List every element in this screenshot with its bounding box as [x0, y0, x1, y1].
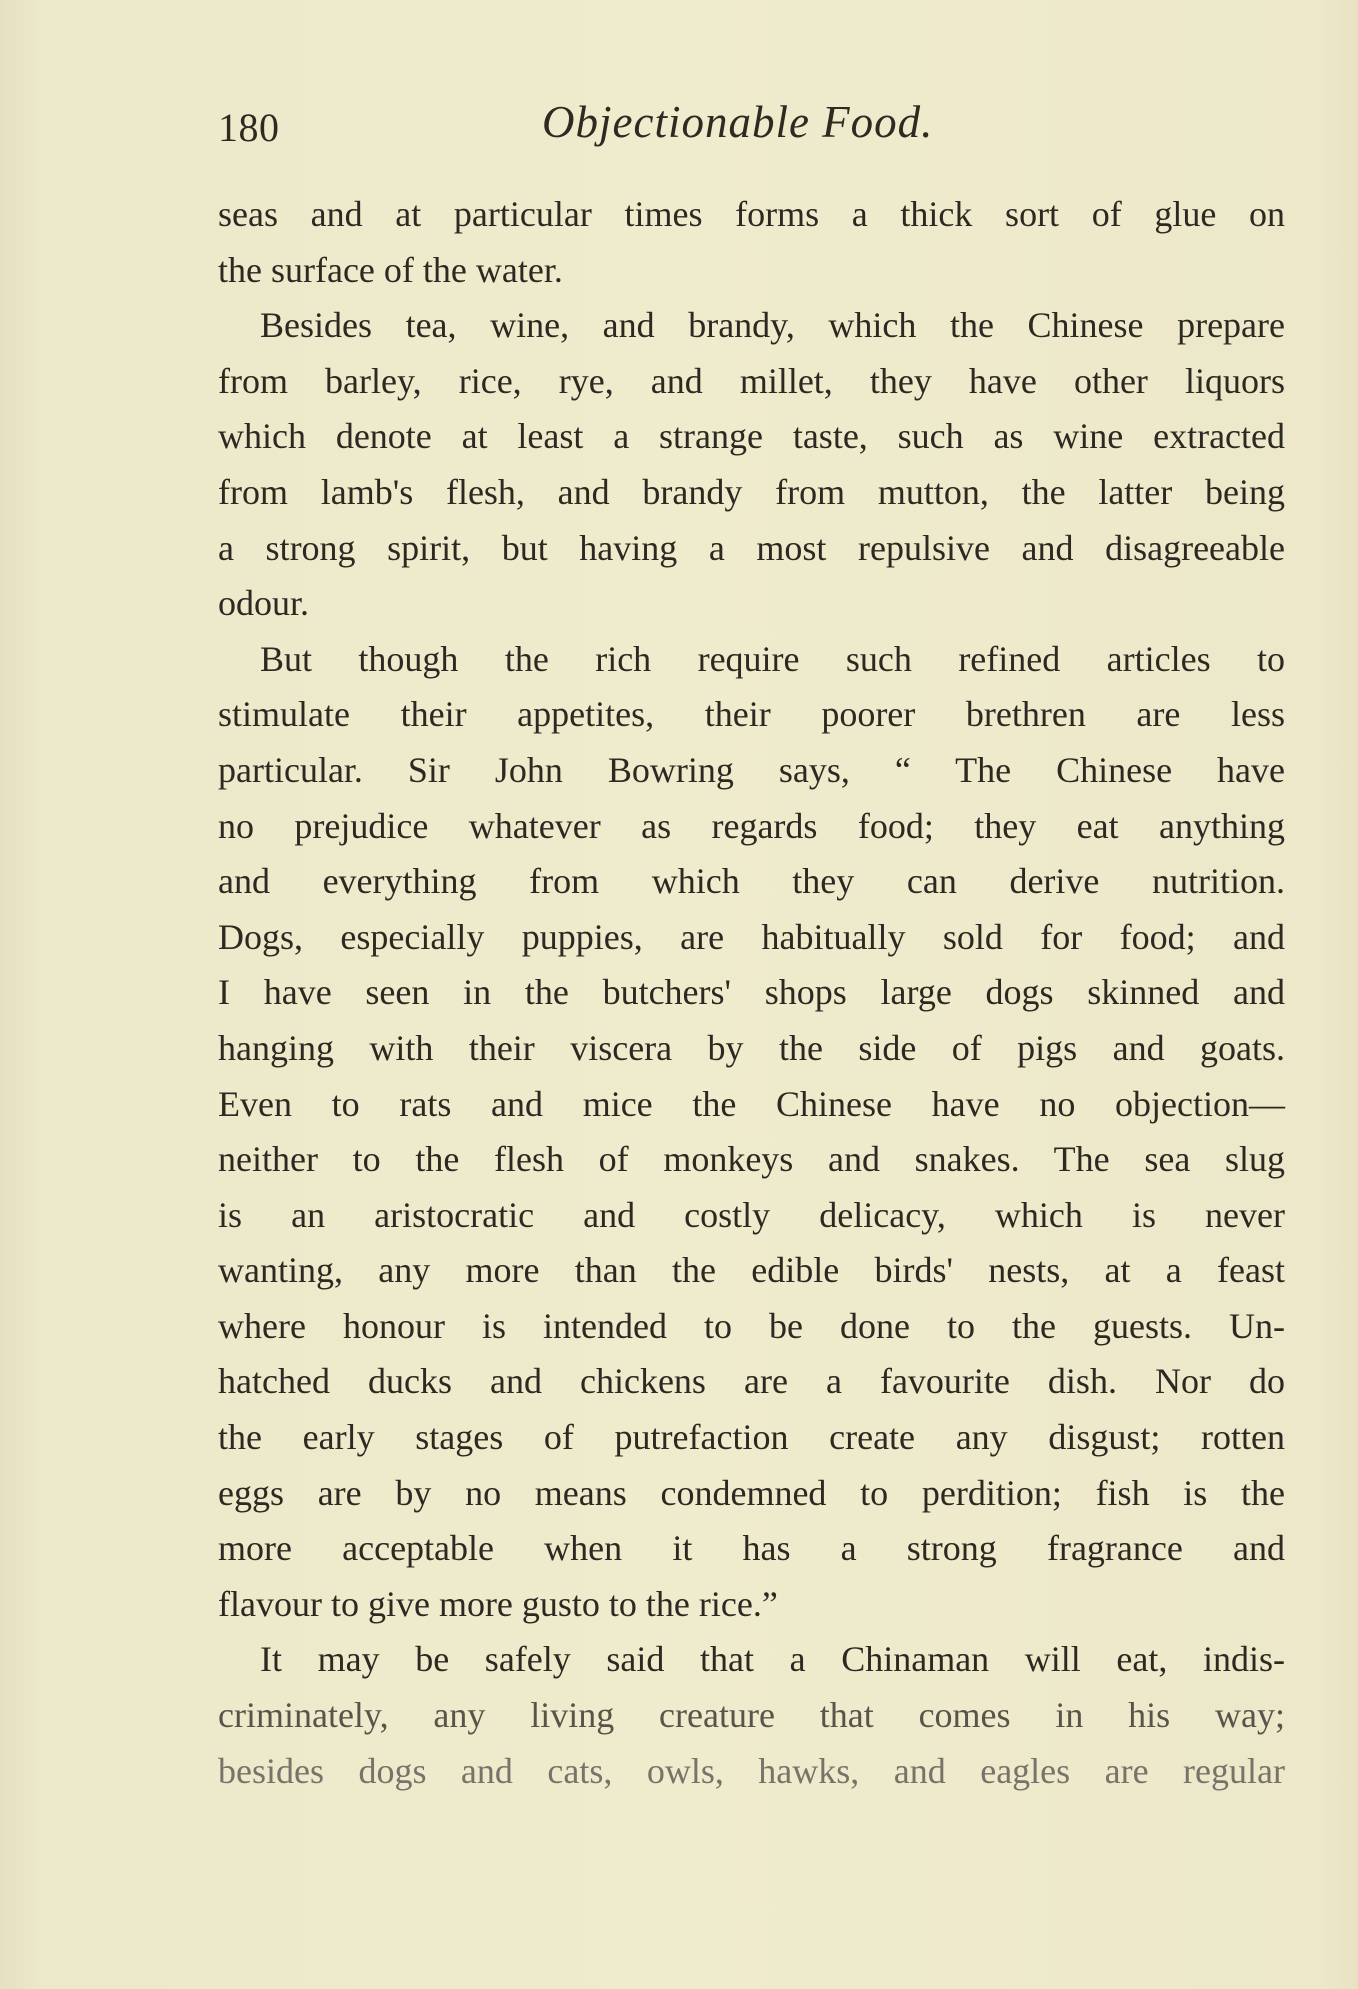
text-line: eggs are by no means condemned to perdition; fish is the: [218, 1472, 1285, 1513]
text-line: But though the rich require such refined articles to: [260, 638, 1285, 679]
text-line: hanging with their viscera by the side of pigs and goats.: [218, 1027, 1285, 1068]
text-line: which denote at least a strange taste, such as wine extracted: [218, 416, 1285, 457]
text-line: and everything from which they can derive nutrition.: [218, 861, 1285, 902]
paragraph-continued: [218, 187, 1285, 298]
running-title: Objectionable Food.: [542, 97, 934, 147]
paragraph-chinaman-eats: [218, 1632, 1285, 1799]
body-text: [218, 187, 1285, 1799]
text-line: where honour is intended to be done to the guests. Un-: [218, 1305, 1285, 1346]
text-line: hatched ducks and chickens are a favourite dish. Nor do: [218, 1361, 1285, 1402]
text-line: odour.: [218, 583, 310, 624]
text-line: wanting, any more than the edible birds' nests, at a feast: [218, 1250, 1285, 1291]
text-line: no prejudice whatever as regards food; they eat anything: [218, 805, 1285, 846]
text-line: flavour to give more gusto to the rice.”: [218, 1583, 778, 1624]
paragraph-chinese-liquors: [218, 298, 1285, 632]
text-line: seas and at particular times forms a thick sort of glue on: [218, 194, 1285, 234]
text-line: is an aristocratic and costly delicacy, which is never: [218, 1194, 1285, 1235]
text-line: stimulate their appetites, their poorer brethren are less: [218, 694, 1285, 735]
text-line: Dogs, especially puppies, are habitually sold for food; and: [218, 916, 1285, 957]
text-line: from lamb's flesh, and brandy from mutton, the latter being: [218, 471, 1285, 512]
text-line: neither to the flesh of monkeys and snakes. The sea slug: [218, 1139, 1285, 1180]
page-header: [218, 96, 1288, 166]
text-line: from barley, rice, rye, and millet, they have other liquors: [218, 360, 1285, 401]
paragraph-bowring-quote: [218, 632, 1285, 1633]
text-line: Besides tea, wine, and brandy, which the Chinese prepare: [260, 305, 1285, 346]
text-line: particular. Sir John Bowring says, “ The Chinese have: [218, 749, 1285, 790]
text-line: criminately, any living creature that comes in his way;: [218, 1695, 1285, 1736]
text-line: Even to rats and mice the Chinese have no objection—: [218, 1083, 1285, 1124]
text-line: besides dogs and cats, owls, hawks, and eagles are regular: [218, 1750, 1285, 1791]
page-number: 180: [218, 105, 280, 150]
text-line: the surface of the water.: [218, 249, 563, 290]
text-line: the early stages of putrefaction create any disgust; rotten: [218, 1417, 1285, 1458]
text-line: more acceptable when it has a strong fragrance and: [218, 1528, 1285, 1569]
text-line: a strong spirit, but having a most repulsive and disagreeable: [218, 527, 1285, 568]
text-line: I have seen in the butchers' shops large dogs skinned and: [218, 972, 1285, 1013]
text-line: It may be safely said that a Chinaman will eat, indis-: [260, 1639, 1285, 1680]
